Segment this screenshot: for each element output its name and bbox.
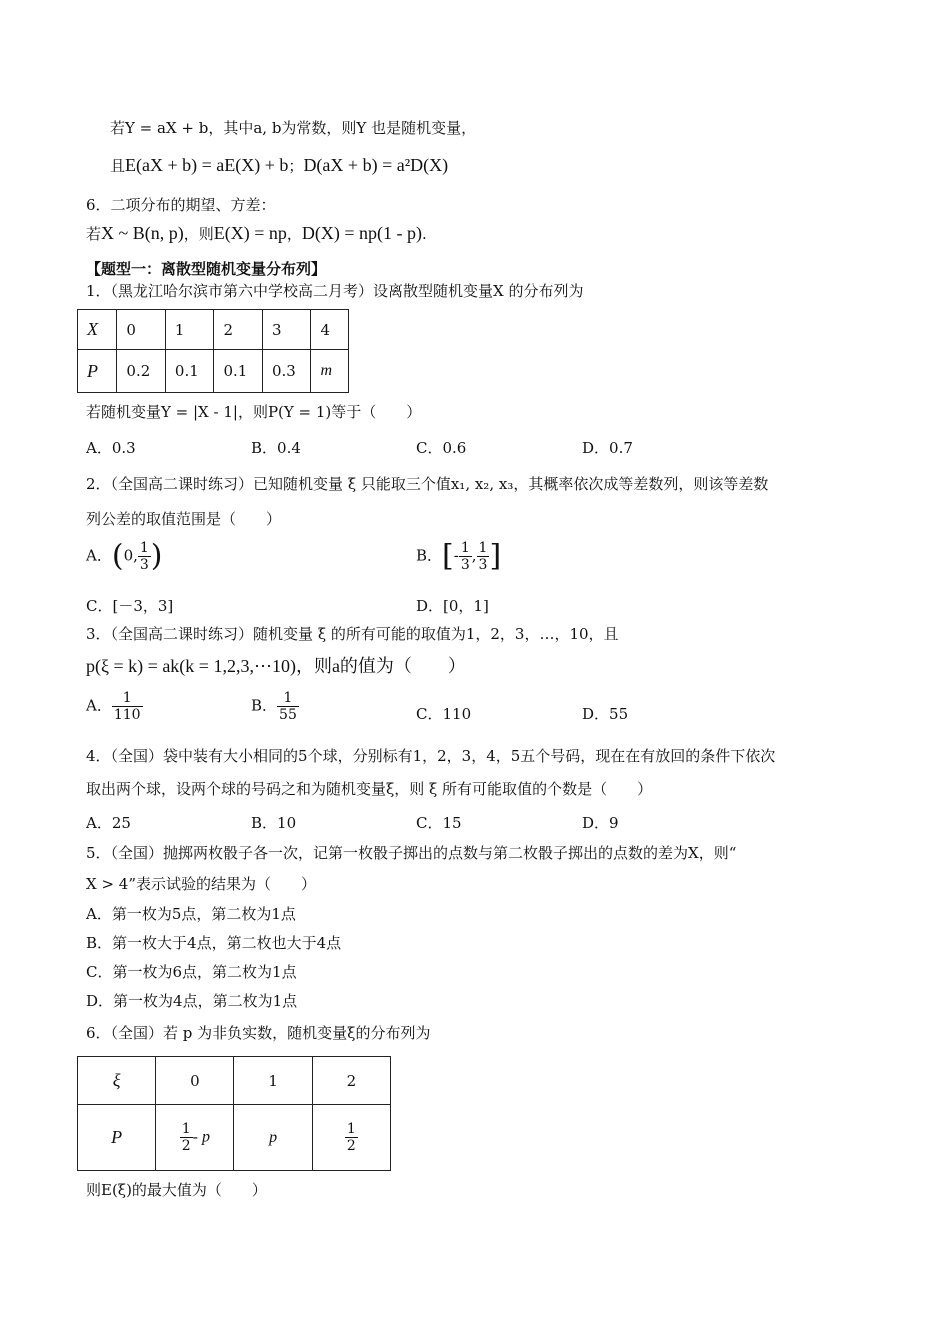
q6-cell: ξ (78, 1057, 156, 1105)
q1-cell: m (311, 350, 349, 393)
binomial-expect: E(X) = np (213, 223, 287, 243)
fraction-denominator: 3 (460, 557, 470, 573)
q2-option-a-fraction (138, 540, 151, 573)
q3-option-a-fraction (112, 690, 143, 723)
q6-half-fraction (180, 1121, 193, 1154)
fraction-numerator: 1 (478, 540, 488, 556)
q1-cell: 2 (214, 310, 263, 350)
q3-option-b-fraction (277, 690, 299, 723)
q1-cell: 4 (311, 310, 349, 350)
formula-sep: ； (288, 157, 304, 175)
right-bracket-icon: ] (489, 538, 502, 574)
q6-distribution-table (77, 1056, 391, 1171)
fraction-denominator: 3 (478, 557, 488, 573)
q5-option-b[interactable]: B．第一枚大于4点，第二枚也大于4点 (86, 934, 342, 952)
q2-line-2: 列公差的取值范围是（ ） (86, 510, 282, 528)
q6-cell (156, 1105, 234, 1171)
formula-text: 若Y = aX + b，其中a, b为常数，则Y 也是随机变量， (110, 119, 477, 137)
fraction-numerator: 1 (181, 1121, 191, 1137)
expectation-formula: E(aX + b) = aE(X) + b (125, 155, 289, 175)
q6-after: 则E(ξ)的最大值为（ ） (86, 1181, 267, 1199)
binomial-heading: 6．二项分布的期望、方差： (86, 196, 276, 214)
q3-option-c[interactable]: C．110 (416, 705, 472, 723)
fraction-numerator: 1 (139, 540, 149, 556)
q3-option-d[interactable]: D．55 (582, 705, 629, 723)
q6-cell: 2 (312, 1057, 390, 1105)
q1-cell: 1 (165, 310, 214, 350)
fraction-denominator: 3 (139, 557, 149, 573)
q2-option-b-fraction-2 (477, 540, 490, 573)
q6-minus-p: - p (192, 1128, 210, 1146)
q4-option-c[interactable]: C．15 (416, 814, 462, 832)
q2-option-a-label: A． (86, 546, 112, 565)
q2-option-d[interactable]: D．[0，1] (416, 597, 489, 615)
binomial-dist: X ~ B(n, p) (101, 223, 184, 243)
formula-prefix: 且 (110, 157, 126, 175)
q1-option-b[interactable]: B．0.4 (251, 439, 301, 457)
q2-option-a-text: 0, (123, 546, 138, 565)
variance-formula: D(aX + b) = a²D(X) (303, 155, 449, 175)
formula-line-2 (110, 155, 448, 176)
fraction-denominator: 2 (346, 1138, 356, 1154)
q1-stem: 1．（黑龙江哈尔滨市第六中学校高二月考）设离散型随机变量X 的分布列为 (86, 282, 584, 300)
q6-cell (312, 1105, 390, 1171)
q2-option-b[interactable]: B．[- $\frac{1}{3}$ , $\frac{1}{3}$ ] (416, 538, 502, 574)
q1-cell: 0.3 (262, 350, 311, 393)
q2-option-b-label: B． (416, 546, 443, 565)
q4-option-b[interactable]: B．10 (251, 814, 297, 832)
q6-cell: 1 (234, 1057, 312, 1105)
q5-line-2: X > 4”表示试验的结果为（ ） (86, 875, 316, 893)
q4-line-1: 4．（全国）袋中装有大小相同的5个球，分别标有1，2，3，4，5五个号码，现在在有放回的条件下依次 (86, 747, 776, 765)
q1-cell: 0.1 (165, 350, 214, 393)
q6-cell: p (234, 1105, 312, 1171)
q2-option-c[interactable]: C．[－3，3] (86, 597, 174, 615)
q1-cell: 0 (117, 310, 166, 350)
q3-option-a-label: A． (86, 696, 112, 715)
q1-cell: X (78, 310, 117, 350)
binomial-formula (86, 223, 427, 244)
q6-half-fraction (345, 1121, 358, 1154)
binomial-sep2: ， (286, 225, 302, 243)
q5-option-a[interactable]: A．第一枚为5点，第二枚为1点 (86, 905, 296, 923)
fraction-numerator: 1 (346, 1121, 356, 1137)
section-title: 【题型一：离散型随机变量分布列】 (86, 260, 327, 278)
q3-line-1: 3．（全国高二课时练习）随机变量 ξ 的所有可能的取值为1，2，3，…，10，且 (86, 625, 619, 643)
q3-option-b[interactable] (251, 690, 299, 723)
fraction-numerator: 1 (460, 540, 470, 556)
binomial-end: . (422, 225, 427, 243)
q3-option-b-label: B． (251, 696, 278, 715)
q6-cell: 0 (156, 1057, 234, 1105)
left-paren-icon: ( (111, 538, 124, 574)
q3-line-2 (86, 656, 466, 677)
q1-option-a[interactable]: A．0.3 (86, 439, 136, 457)
formula-line-1 (110, 118, 476, 138)
q1-cell: 0.1 (214, 350, 263, 393)
fraction-denominator: 2 (181, 1138, 191, 1154)
binomial-sep: ，则 (183, 225, 214, 243)
fraction-denominator: 55 (279, 707, 297, 723)
q4-option-d[interactable]: D．9 (582, 814, 619, 832)
q6-cell: P (78, 1105, 156, 1171)
binomial-prefix: 若 (86, 225, 102, 243)
q2-option-a[interactable] (86, 540, 163, 573)
q5-option-d[interactable]: D．第一枚为4点，第二枚为1点 (86, 992, 298, 1010)
q2-line-1: 2．（全国高二课时练习）已知随机变量 ξ 只能取三个值x₁, x₂, x₃，其概率依次成等差数列，则该等差数 (86, 475, 769, 493)
q5-option-c[interactable]: C．第一枚为6点，第二枚为1点 (86, 963, 297, 981)
q4-option-a[interactable]: A．25 (86, 814, 131, 832)
fraction-numerator: 1 (277, 690, 299, 707)
binomial-variance: D(X) = np(1 - p) (301, 223, 423, 243)
left-bracket-icon: [ (442, 538, 454, 574)
q1-cell: P (78, 350, 117, 393)
q3-formula: p(ξ = k) = ak(k = 1,2,3,⋯10)，则a的值为（ ） (86, 656, 466, 676)
q3-option-a[interactable] (86, 690, 143, 723)
fraction-numerator: 1 (112, 690, 143, 707)
q5-line-1: 5．（全国）抛掷两枚骰子各一次，记第一枚骰子掷出的点数与第二枚骰子掷出的点数的差为X，则“ (86, 844, 737, 862)
q2-option-b-minus: - (453, 546, 459, 565)
q1-option-d[interactable]: D．0.7 (582, 439, 633, 457)
q1-distribution-table (77, 309, 349, 393)
q6-stem: 6．（全国）若 p 为非负实数，随机变量ξ的分布列为 (86, 1024, 431, 1042)
q1-cell: 0.2 (117, 350, 166, 393)
q1-option-c[interactable]: C．0.6 (416, 439, 467, 457)
q1-cell: 3 (262, 310, 311, 350)
q1-after: 若随机变量Y = |X - 1|，则P(Y = 1)等于（ ） (86, 403, 422, 421)
right-paren-icon: ) (150, 538, 163, 574)
q4-line-2: 取出两个球，设两个球的号码之和为随机变量ξ，则 ξ 所有可能取值的个数是（ ） (86, 780, 653, 798)
fraction-denominator: 110 (113, 707, 141, 723)
q2-option-b-fraction-1 (459, 540, 472, 573)
